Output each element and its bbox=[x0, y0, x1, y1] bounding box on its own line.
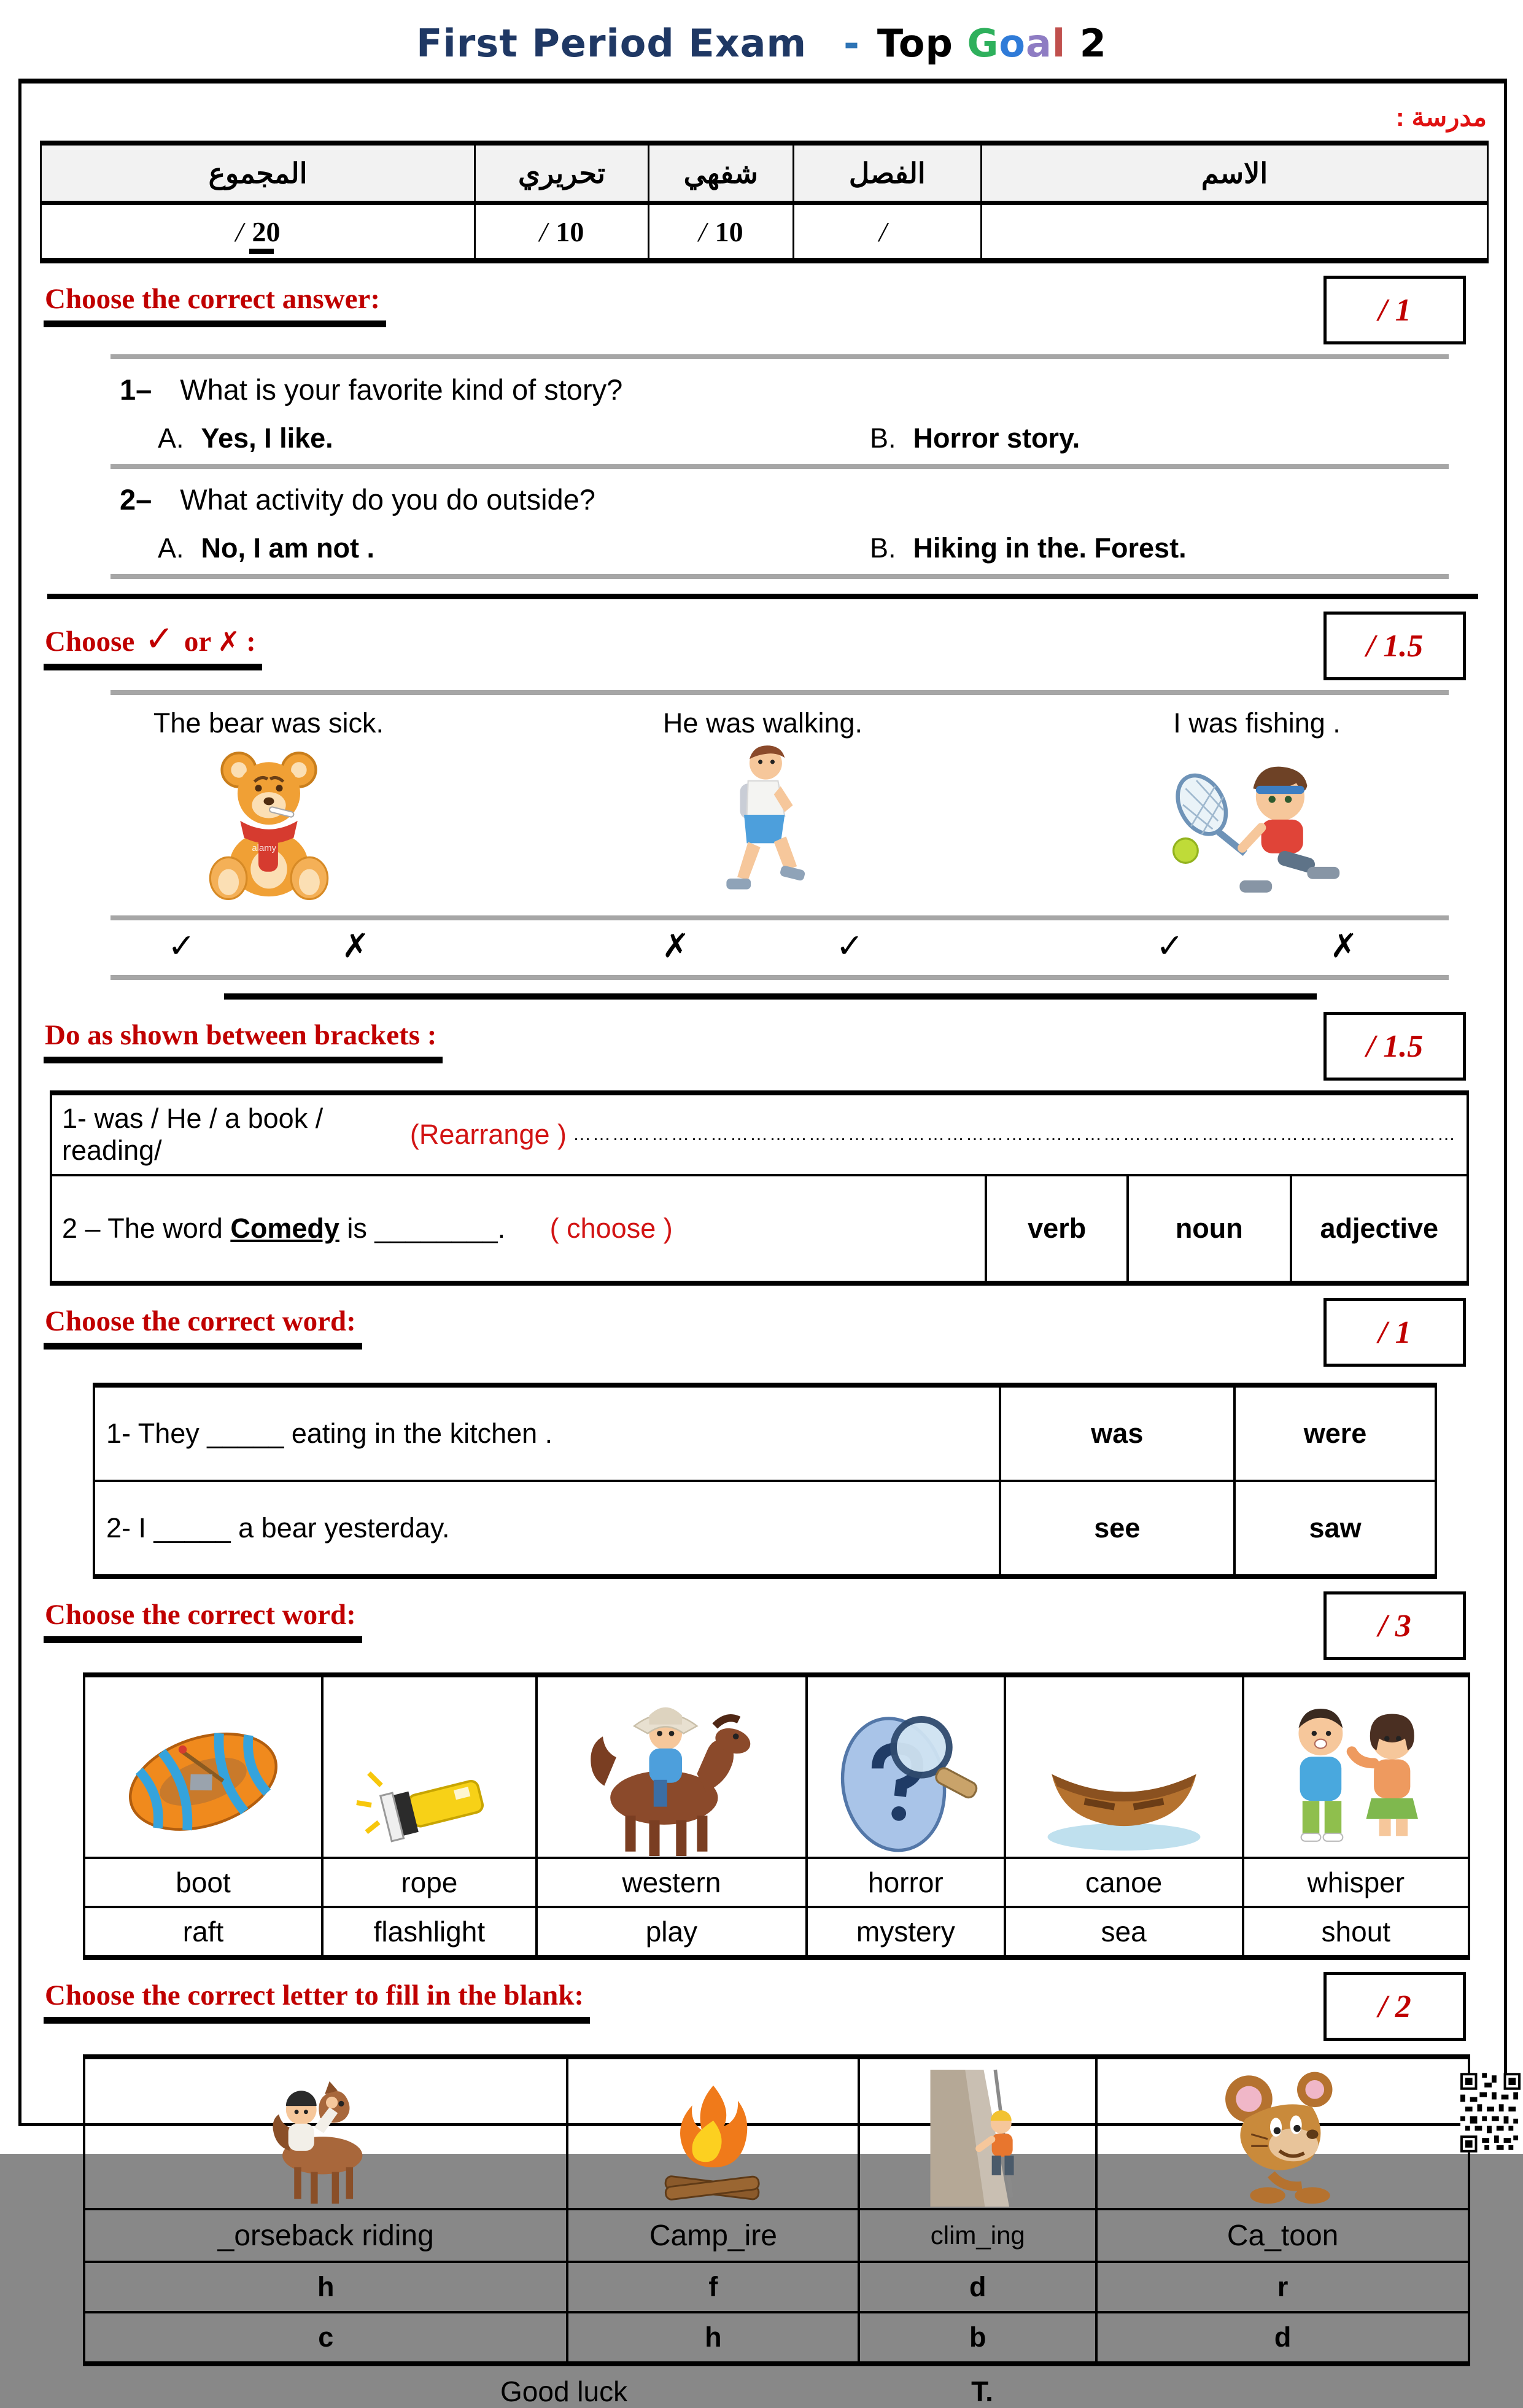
sick-bear-image bbox=[21, 749, 516, 906]
qr-code bbox=[1460, 2073, 1521, 2153]
word-blank: Ca_toon bbox=[1096, 2209, 1469, 2262]
picture-row bbox=[21, 743, 1504, 906]
vocabulary-row-1 bbox=[84, 1858, 1469, 1907]
sentence-2: He was walking. bbox=[662, 707, 863, 739]
marks-bear bbox=[21, 926, 516, 965]
title-goal-g: G bbox=[967, 21, 999, 66]
question-2-answers bbox=[21, 532, 1504, 564]
header-name: الاسم bbox=[982, 143, 1488, 203]
answer-1b-label: B. bbox=[870, 422, 896, 454]
section6-score: / 2 bbox=[1378, 1989, 1411, 2024]
word-option: boot bbox=[84, 1858, 322, 1907]
answer-dots: ……………………………………………………………………………………………………………………… bbox=[573, 1124, 1457, 1144]
vocabulary-pictures bbox=[84, 1675, 1469, 1858]
tennis-boy-image bbox=[1010, 755, 1504, 906]
option-were: were bbox=[1234, 1385, 1436, 1481]
section3-score: / 1.5 bbox=[1366, 1028, 1424, 1064]
answer-2a-label: A. bbox=[158, 532, 184, 564]
section1-heading: Choose the correct answer: bbox=[44, 284, 386, 327]
kids-whispering-image bbox=[1243, 1675, 1469, 1858]
divider bbox=[110, 975, 1449, 980]
section3-score-box bbox=[1323, 1012, 1466, 1081]
class-cell bbox=[793, 203, 981, 261]
oral-max: 10 bbox=[715, 216, 743, 247]
watermark-text: alamy bbox=[251, 843, 276, 853]
section3-heading: Do as shown between brackets : bbox=[44, 1020, 443, 1063]
letter-option: d bbox=[859, 2262, 1096, 2312]
letter-option: h bbox=[84, 2262, 567, 2312]
option-noun: noun bbox=[1128, 1175, 1290, 1283]
section2-score-box bbox=[1323, 612, 1466, 680]
class-slash: / bbox=[878, 216, 887, 247]
answer-2a-text: No, I am not . bbox=[201, 532, 375, 564]
letter-options-row-1 bbox=[84, 2262, 1469, 2312]
answer-2a bbox=[158, 532, 870, 564]
marks-walking bbox=[516, 926, 1010, 965]
section6-heading: Choose the correct letter to fill in the blank: bbox=[44, 1981, 590, 2024]
question-2 bbox=[120, 483, 1504, 516]
option-was: was bbox=[1000, 1385, 1235, 1481]
word-blank: Camp_ire bbox=[567, 2209, 859, 2262]
answer-2b bbox=[870, 532, 1504, 564]
letter-option: f bbox=[567, 2262, 859, 2312]
section2-heading-choose: Choose bbox=[45, 626, 135, 658]
question-1-number: 1– bbox=[120, 373, 152, 406]
cross-mark: ✗ bbox=[341, 926, 370, 965]
word-row-2 bbox=[94, 1481, 1436, 1577]
section5-heading: Choose the correct word: bbox=[44, 1600, 362, 1643]
teacher-initial: T. bbox=[971, 2375, 993, 2407]
cross-mark: ✗ bbox=[1330, 926, 1358, 965]
oral-score-cell bbox=[648, 203, 793, 261]
divider bbox=[47, 594, 1478, 599]
rearrange-bracket: (Rearrange ) bbox=[409, 1119, 567, 1150]
question-1 bbox=[120, 373, 1504, 406]
marks-fishing bbox=[1010, 926, 1504, 965]
mystery-magnifier-image bbox=[807, 1675, 1004, 1858]
header-oral: شفهي bbox=[648, 143, 793, 203]
section4-score-box bbox=[1323, 1298, 1466, 1367]
cross-mark: ✗ bbox=[662, 926, 690, 965]
score-header-table bbox=[40, 141, 1489, 263]
vocabulary-row-2 bbox=[84, 1907, 1469, 1957]
title-top: Top bbox=[877, 21, 967, 66]
word-option: rope bbox=[322, 1858, 537, 1907]
question-2-text: What activity do you do outside? bbox=[180, 483, 595, 516]
page-title bbox=[0, 0, 1523, 66]
oral-slash: / bbox=[698, 216, 707, 247]
word-blank: clim_ing bbox=[859, 2209, 1096, 2262]
written-slash: / bbox=[539, 216, 548, 247]
rock-climbing-image bbox=[859, 2057, 1096, 2209]
word-option: horror bbox=[807, 1858, 1004, 1907]
choose-row bbox=[51, 1175, 986, 1283]
title-main: First Period Exam bbox=[416, 21, 807, 66]
question-1-answers bbox=[21, 422, 1504, 454]
section2-score: / 1.5 bbox=[1366, 628, 1424, 664]
missing-letter-words bbox=[84, 2209, 1469, 2262]
word-option: flashlight bbox=[322, 1907, 537, 1957]
word-option: western bbox=[537, 1858, 807, 1907]
answer-1b-text: Horror story. bbox=[913, 422, 1080, 454]
flashlight-image bbox=[322, 1675, 537, 1858]
divider bbox=[110, 690, 1449, 695]
option-see: see bbox=[1000, 1481, 1235, 1577]
section1-score: / 1 bbox=[1378, 292, 1411, 328]
answer-1a-label: A. bbox=[158, 422, 184, 454]
word-option: play bbox=[537, 1907, 807, 1957]
word-option: canoe bbox=[1005, 1858, 1243, 1907]
word-option: mystery bbox=[807, 1907, 1004, 1957]
title-dash: - bbox=[843, 21, 860, 66]
total-slash: / bbox=[235, 216, 244, 247]
choose-suffix: is ________. bbox=[339, 1213, 506, 1244]
total-score-cell bbox=[41, 203, 475, 261]
check-icon: ✓ bbox=[144, 618, 174, 659]
sentence-row bbox=[21, 707, 1504, 739]
word-option: shout bbox=[1243, 1907, 1469, 1957]
section2-heading bbox=[44, 620, 262, 670]
answer-1a-text: Yes, I like. bbox=[201, 422, 333, 454]
divider bbox=[110, 574, 1449, 579]
section5-score: / 3 bbox=[1378, 1608, 1411, 1644]
letter-option: c bbox=[84, 2312, 567, 2364]
school-label: مدرسة : bbox=[1395, 103, 1487, 131]
answer-2b-label: B. bbox=[870, 532, 896, 564]
exam-frame bbox=[18, 79, 1507, 2407]
section4-heading: Choose the correct word: bbox=[44, 1307, 362, 1350]
divider bbox=[224, 993, 1317, 1000]
divider bbox=[110, 354, 1449, 359]
marks-row bbox=[21, 926, 1504, 965]
title-goal-l: l bbox=[1052, 21, 1066, 66]
choose-prefix: 2 – The word bbox=[62, 1213, 231, 1244]
section6-score-box bbox=[1323, 1972, 1466, 2041]
divider bbox=[110, 915, 1449, 920]
name-cell bbox=[982, 203, 1488, 261]
written-max: 10 bbox=[556, 216, 584, 247]
good-luck-text: Good luck bbox=[500, 2375, 628, 2407]
word-option: raft bbox=[84, 1907, 322, 1957]
sentence-3: I was fishing . bbox=[1173, 707, 1341, 739]
horseback-riding-image bbox=[84, 2057, 567, 2209]
option-saw: saw bbox=[1234, 1481, 1436, 1577]
section1-score-box bbox=[1323, 276, 1466, 344]
sentence-cell: 2- I _____ a bear yesterday. bbox=[94, 1481, 1000, 1577]
word-option: whisper bbox=[1243, 1858, 1469, 1907]
check-mark: ✓ bbox=[168, 926, 196, 965]
check-mark: ✓ bbox=[835, 926, 864, 965]
option-verb: verb bbox=[986, 1175, 1128, 1283]
answer-1a bbox=[158, 422, 870, 454]
answer-1b bbox=[870, 422, 1504, 454]
title-goal-a: a bbox=[1026, 21, 1052, 66]
divider bbox=[110, 464, 1449, 469]
letter-option: b bbox=[859, 2312, 1096, 2364]
header-written: تحريري bbox=[475, 143, 649, 203]
raft-image bbox=[84, 1675, 322, 1858]
letter-option: d bbox=[1096, 2312, 1469, 2364]
question-1-text: What is your favorite kind of story? bbox=[180, 373, 623, 406]
rearrange-row bbox=[51, 1093, 1468, 1175]
choose-bracket: ( choose ) bbox=[549, 1213, 673, 1244]
footer bbox=[21, 2375, 1504, 2408]
word-row-1 bbox=[94, 1385, 1436, 1481]
missing-letter-table bbox=[83, 2054, 1470, 2366]
section2-heading-or: or bbox=[184, 626, 212, 658]
question-2-number: 2– bbox=[120, 483, 152, 516]
letter-options-row-2 bbox=[84, 2312, 1469, 2364]
header-total: المجموع bbox=[41, 143, 475, 203]
letter-option: h bbox=[567, 2312, 859, 2364]
answer-2b-text: Hiking in the. Forest. bbox=[913, 532, 1187, 564]
canoe-image bbox=[1005, 1675, 1243, 1858]
cross-icon: ✗ bbox=[217, 626, 241, 658]
cartoon-mouse-image bbox=[1096, 2057, 1469, 2209]
title-number: 2 bbox=[1066, 21, 1107, 66]
sentence-cell: 1- They _____ eating in the kitchen . bbox=[94, 1385, 1000, 1481]
title-goal-o: o bbox=[999, 21, 1026, 66]
campfire-image bbox=[567, 2057, 859, 2209]
choose-keyword: Comedy bbox=[230, 1213, 339, 1244]
rearrange-text: 1- was / He / a book / reading/ bbox=[62, 1103, 324, 1166]
option-adjective: adjective bbox=[1291, 1175, 1468, 1283]
sentence-1: The bear was sick. bbox=[153, 707, 384, 739]
total-max: 20 bbox=[252, 216, 281, 247]
section2-heading-colon: : bbox=[246, 626, 256, 658]
cowboy-riding-horse-image bbox=[537, 1675, 807, 1858]
section4-score: / 1 bbox=[1378, 1315, 1411, 1350]
letter-option: r bbox=[1096, 2262, 1469, 2312]
word-blank: _orseback riding bbox=[84, 2209, 567, 2262]
header-class: الفصل bbox=[793, 143, 981, 203]
missing-letter-pictures bbox=[84, 2057, 1469, 2209]
section5-score-box bbox=[1323, 1591, 1466, 1660]
word-choice-table bbox=[93, 1383, 1437, 1579]
vocabulary-table bbox=[83, 1672, 1470, 1960]
brackets-table bbox=[50, 1090, 1469, 1286]
written-score-cell bbox=[475, 203, 649, 261]
check-mark: ✓ bbox=[1156, 926, 1184, 965]
word-option: sea bbox=[1005, 1907, 1243, 1957]
walking-boy-image bbox=[516, 743, 1010, 906]
